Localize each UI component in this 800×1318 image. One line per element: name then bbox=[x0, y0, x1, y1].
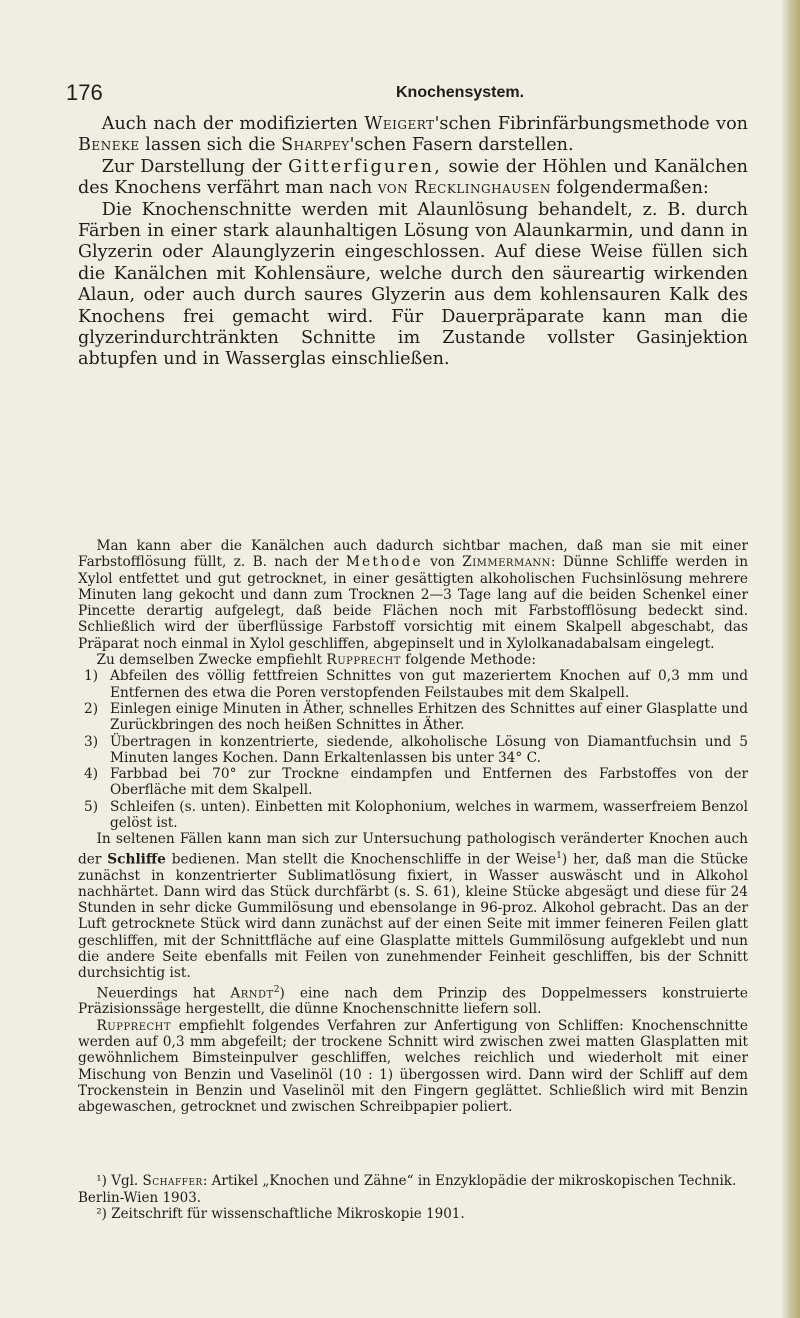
paragraph-schliffe: In seltenen Fällen kann man sich zur Untersuchung pathologisch veränderter Knochen auch der Schliffe bedienen. Man stellt die Knochenschliffe in der Weise$^1$) her, daß man die Stücke zunächst in konzentrierter Sublimatlösung fixiert, in Wasser auswäscht und in Alkohol nachhärtet. Dann wird das Stück durchfärbt (s. S. 61), kleine Stücke abgesägt und diese für 24 Stunden in sehr dicke Gummilösung und ebensolange in 96-proz. Alkohol gebracht. Das an der Luft getrocknete Stück wird dann zunächst auf der einen Seite mit immer feineren Feilen glatt geschliffen, mit der Schnittfläche auf eine Glasplatte mittels Gummilösung aufgeklebt und nun die andere Seite ebenfalls mit Feilen von zunehmender Feinheit geschliffen, bis der Schnitt durchsichtig ist. bbox=[78, 831, 748, 982]
page-header bbox=[66, 80, 740, 110]
footnotes bbox=[78, 1173, 748, 1223]
paragraph-rupprecht-schliffe: Rupprecht empfiehlt folgendes Verfahren zur Anfertigung von Schliffen: Knochenschnitte werden auf 0,3 mm abgefeilt; der trockene Schnitt wird zwischen zwei matten Glasplatten mit gewöhnlichem Bimsteinpulver geschliffen, welches reichlich und wiederholt mit einer Mischung von Benzin und Vaselinöl (10 : 1) übergossen wird. Dann wird der Schliff auf dem Trockenstein in Benzin und Vaselinöl mit den Fingern geglättet. Schließlich wird mit Benzin abgewaschen, getrocknet und zwischen Schreibpapier poliert. bbox=[78, 1017, 748, 1116]
paragraph-zimmermann: Man kann aber die Kanälchen auch dadurch sichtbar machen, daß man sie mit einer Farbstofflösung füllt, z. B. nach der Methode von Zimmermann: Dünne Schliffe werden in Xylol entfettet und gut getrocknet, in einer gesättigten alkoholischen Fuchsinlösung mehrere Minuten lang gekocht und dann zum Trocknen 2—3 Tage lang auf die beiden Schenkel einer Pincette derartig aufgelegt, daß beide Flächen noch mit Farbstofflösung bedeckt sind. Schließlich wird der überflüssige Farbstoff vorsichtig mit einem Skalpell abgeschabt, das Präparat noch einmal in Xylol geschliffen, abgepinselt und in Xylolkanadabalsam eingelegt. bbox=[78, 538, 749, 652]
paragraph-rupprecht-intro: Zu demselben Zwecke empfiehlt Rupprecht folgende Methode: bbox=[96, 652, 537, 669]
paragraph-arndt: Neuerdings hat Arndt$^2$) eine nach dem Prinzip des Doppelmessers konstruierte Präzisionssäge hergestellt, die dünne Knochenschnitte liefern soll. bbox=[78, 984, 748, 1018]
page-number: 176 bbox=[66, 80, 103, 105]
list-item: 3) Übertragen in konzentrierte, siedende, alkoholische Lösung von Diamantfuchsin und 5 Minuten langes Kochen. Dann Erkaltenlassen bis unter 34° C. bbox=[84, 733, 748, 766]
paragraph-alaun: Die Knochenschnitte werden mit Alaunlösung behandelt, z. B. durch Färben in einer stark alaunhaltigen Lösung von Alaunkarmin, und dann in Glyzerin oder Alaunglyzerin eingeschlossen. Auf diese Weise füllen sich die Kanälchen mit Kohlensäure, welche durch den säureartig wirkenden Alaun, oder auch durch saures Glyzerin aus dem kohlensauren Kalk des Knochens frei gemacht wird. Für Dauerpräparate kann man die glyzerindurchtränkten Schnitte im Zustande vollster Gasinjektion abtupfen und in Wasserglas einschließen. bbox=[78, 199, 748, 370]
footnote-2: ²) Zeitschrift für wissenschaftliche Mikroskopie 1901. bbox=[96, 1206, 465, 1222]
list-item: 1) Abfeilen des völlig fettfreien Schnittes von gut mazeriertem Knochen auf 0,3 mm und Entfernen des etwa die Poren verstopfenden Feilstaubes mit dem Skalpell. bbox=[84, 668, 748, 701]
page-edge-shadow bbox=[782, 0, 800, 1318]
method-steps bbox=[78, 668, 748, 831]
footnote-1: ¹) Vgl. Schaffer: Artikel „Knochen und Zähne“ in Enzyklopädie der mikroskopischen Technik. Berlin-Wien 1903. bbox=[78, 1173, 737, 1206]
list-item: 2) Einlegen einige Minuten in Äther, schnelles Erhitzen des Schnittes auf einer Glasplatte und Zurückbringen des noch heißen Schnittes in Äther. bbox=[84, 700, 748, 734]
small-print-section bbox=[78, 538, 748, 1116]
paragraph-weigert: Auch nach der modifizierten Weigert'schen Fibrinfärbungsmethode von Beneke lassen sich die Sharpey'schen Fasern darstellen. bbox=[78, 114, 748, 156]
list-item: 5) Schleifen (s. unten). Einbetten mit Kolophonium, welches in warmem, wasserfreiem Benzol gelöst ist. bbox=[84, 798, 748, 832]
list-item: 4) Farbbad bei 70° zur Trockne eindampfen und Entfernen des Farbstoffes von der Oberfläche mit dem Skalpell. bbox=[84, 766, 748, 799]
paragraph-gitterfiguren: Zur Darstellung der Gitterfiguren, sowie der Höhlen und Kanälchen des Knochens verfährt man nach von Recklinghausen folgendermaßen: bbox=[78, 156, 748, 199]
running-head: Knochensystem. bbox=[396, 84, 525, 101]
main-text bbox=[78, 114, 748, 371]
